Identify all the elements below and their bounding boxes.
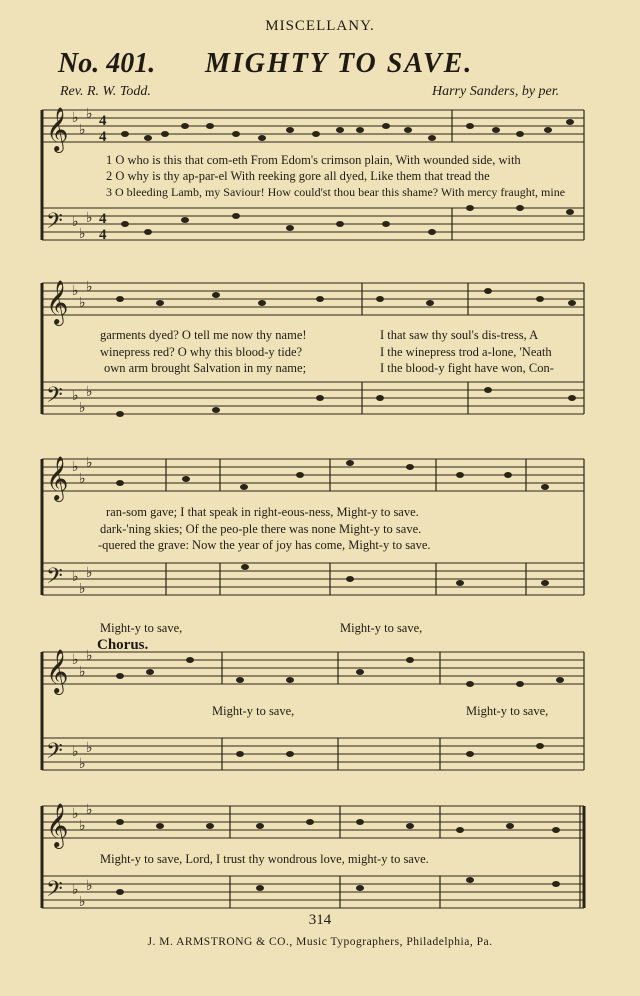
svg-text:♭: ♭: [86, 740, 93, 756]
system2-verse2b: I the winepress trod a-lone, 'Neath: [380, 345, 552, 359]
staff-system4-treble: [42, 652, 584, 684]
svg-text:♭: ♭: [79, 471, 86, 487]
svg-text:𝄞: 𝄞: [46, 649, 69, 693]
svg-text:𝄢: 𝄢: [46, 739, 63, 769]
svg-text:4: 4: [99, 211, 107, 227]
system3-verse1: ran-som gave; I that speak in right-eous-ness, Might-y to save.: [106, 505, 419, 519]
composer-credit: Harry Sanders, by per.: [432, 84, 560, 99]
svg-text:♭: ♭: [86, 106, 93, 122]
system2-verse2a: winepress red? O why this blood-y tide?: [100, 345, 303, 359]
staff-system2-bass: [42, 382, 584, 414]
svg-text:♭: ♭: [86, 648, 93, 664]
svg-text:♭: ♭: [79, 664, 86, 680]
svg-text:♭: ♭: [79, 818, 86, 834]
clefs: [46, 107, 68, 907]
svg-text:♭: ♭: [86, 878, 93, 894]
lyricist-credit: Rev. R. W. Todd.: [60, 84, 151, 99]
svg-text:♭: ♭: [72, 744, 79, 760]
svg-text:♭: ♭: [86, 210, 93, 226]
svg-text:♭: ♭: [86, 565, 93, 581]
chorus-middle-b: Might-y to save,: [466, 704, 549, 718]
section-header: MISCELLANY.: [265, 18, 375, 34]
svg-text:𝄞: 𝄞: [46, 280, 69, 324]
svg-text:♭: ♭: [79, 226, 86, 242]
svg-text:♭: ♭: [72, 882, 79, 898]
staff-system3-treble: [42, 459, 584, 491]
chorus-final-line: Might-y to save, Lord, I trust thy wondrous love, might-y to save.: [100, 852, 429, 866]
system1-verse3: 3 O bleeding Lamb, my Saviour! How could'st thou bear this shame? With mercy fraught, mine: [106, 185, 566, 199]
chorus-above-b: Might-y to save,: [340, 621, 423, 635]
staff-system3-bass: [42, 563, 584, 595]
svg-text:𝄢: 𝄢: [46, 564, 63, 594]
svg-text:𝄢: 𝄢: [46, 877, 63, 907]
svg-text:♭: ♭: [72, 110, 79, 126]
hymn-number: No. 401.: [58, 48, 156, 79]
page-number: 314: [308, 912, 332, 928]
hymn-title: MIGHTY TO SAVE.: [205, 48, 474, 79]
svg-text:♭: ♭: [79, 894, 86, 910]
svg-text:♭: ♭: [86, 802, 93, 818]
svg-text:4: 4: [99, 129, 107, 145]
svg-text:♭: ♭: [86, 455, 93, 471]
chorus-middle-a: Might-y to save,: [212, 704, 295, 718]
system3-verse3: -quered the grave: Now the year of joy has come, Might-y to save.: [98, 538, 431, 552]
svg-text:♭: ♭: [72, 459, 79, 475]
svg-text:♭: ♭: [79, 581, 86, 597]
svg-text:𝄞: 𝄞: [46, 456, 69, 500]
staff-system4-bass: [42, 738, 584, 770]
chorus-above-a: Might-y to save,: [100, 621, 183, 635]
chorus-label: Chorus.: [97, 637, 149, 653]
svg-text:♭: ♭: [79, 400, 86, 416]
svg-text:𝄢: 𝄢: [46, 383, 63, 413]
svg-text:♭: ♭: [72, 569, 79, 585]
svg-text:♭: ♭: [86, 384, 93, 400]
svg-text:♭: ♭: [72, 388, 79, 404]
svg-text:♭: ♭: [72, 652, 79, 668]
system2-verse3a: own arm brought Salvation in my name;: [104, 361, 307, 375]
svg-text:𝄢: 𝄢: [46, 209, 63, 239]
svg-text:♭: ♭: [79, 756, 86, 772]
system2-verse1a: garments dyed? O tell me now thy name!: [100, 328, 307, 342]
svg-text:♭: ♭: [79, 295, 86, 311]
system2-verse1b: I that saw thy soul's dis-tress, A: [380, 328, 539, 342]
svg-text:♭: ♭: [72, 806, 79, 822]
svg-text:♭: ♭: [86, 279, 93, 295]
svg-text:𝄞: 𝄞: [46, 803, 69, 847]
key-signatures: [72, 106, 93, 910]
svg-text:𝄞: 𝄞: [46, 107, 69, 151]
system1-verse1: 1 O who is this that com-eth From Edom's crimson plain, With wounded side, with: [106, 153, 521, 167]
staff-system1-treble: [42, 110, 584, 142]
system1-verse2: 2 O why is thy ap-par-el With reeking gore all dyed, Like them that tread the: [106, 169, 490, 183]
svg-text:4: 4: [99, 227, 107, 243]
svg-text:♭: ♭: [72, 214, 79, 230]
svg-text:♭: ♭: [79, 122, 86, 138]
system3-verse2: dark-'ning skies; Of the peo-ple there was none Might-y to save.: [100, 522, 422, 536]
system2-verse3b: I the blood-y fight have won, Con-: [380, 361, 554, 375]
svg-text:♭: ♭: [72, 283, 79, 299]
svg-text:4: 4: [99, 113, 107, 129]
publisher-line: J. M. ARMSTRONG & CO., Music Typographers, Philadelphia, Pa.: [147, 936, 493, 948]
